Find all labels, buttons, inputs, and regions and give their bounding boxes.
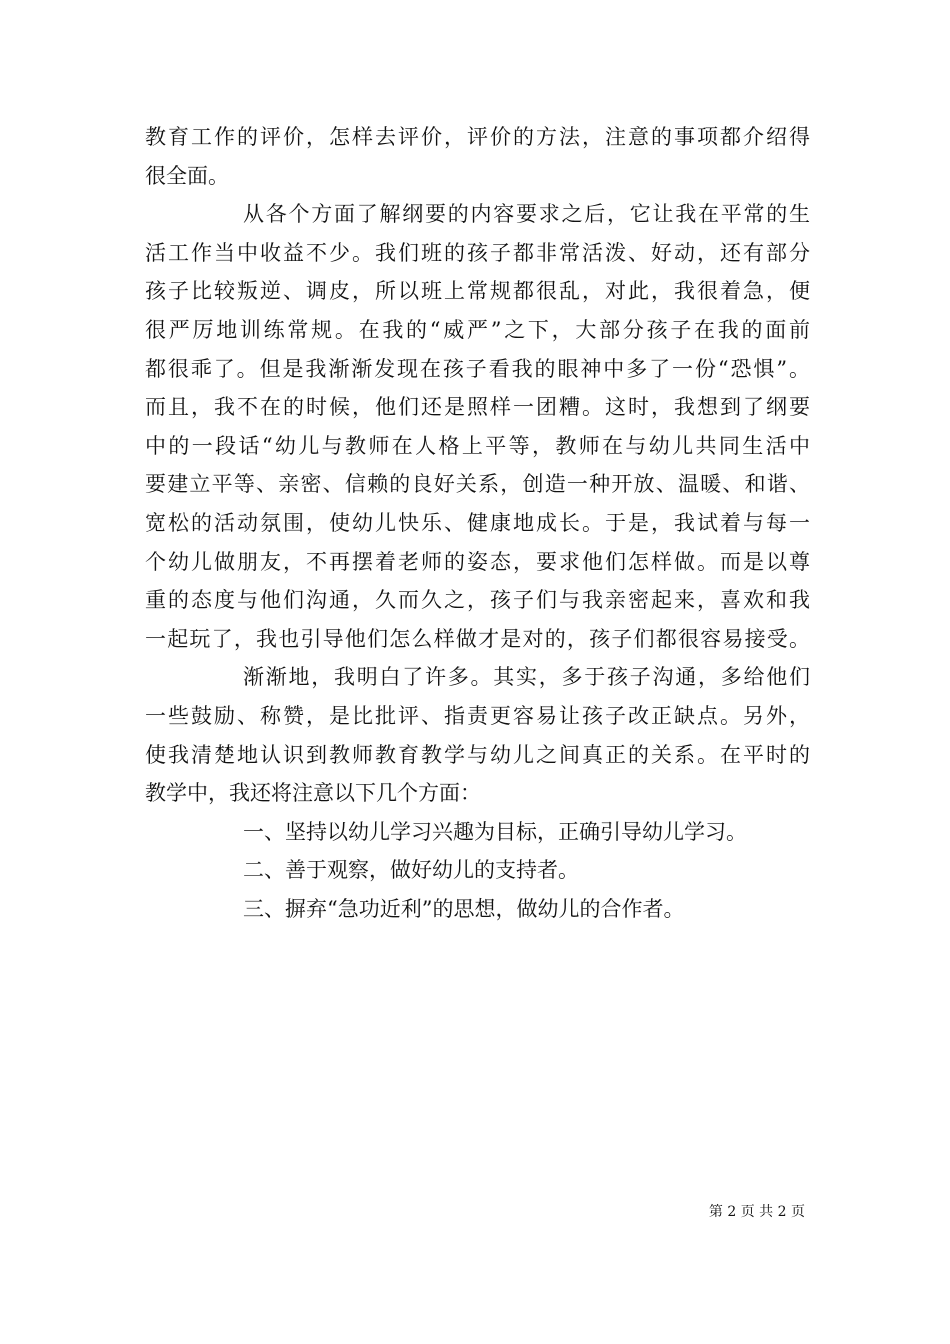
text-line: 孩子比较叛逆、调皮，所以班上常规都很乱，对此，我很着急，便: [145, 279, 810, 304]
text-line: 很严厉地训练常规。在我的“威严”之下，大部分孩子在我的面前: [145, 317, 810, 342]
list-item: 二、善于观察，做好幼儿的支持者。: [243, 858, 579, 883]
document-body: [145, 118, 810, 928]
text-line: 中的一段话“幼儿与教师在人格上平等，教师在与幼儿共同生活中: [145, 433, 810, 458]
list-item: 三、摒弃“急功近利”的思想，做幼儿的合作者。: [243, 896, 685, 921]
text-line: 个幼儿做朋友，不再摆着老师的姿态，要求他们怎样做。而是以尊: [145, 549, 810, 574]
text-line: 要建立平等、亲密、信赖的良好关系，创造一种开放、温暖、和谐、: [145, 472, 810, 497]
text-line: 活工作当中收益不少。我们班的孩子都非常活泼、好动，还有部分: [145, 240, 810, 265]
text-line: 使我清楚地认识到教师教育教学与幼儿之间真正的关系。在平时的: [145, 742, 810, 767]
text-line: 一些鼓励、称赞，是比批评、指责更容易让孩子改正缺点。另外，: [145, 703, 810, 728]
paragraph-first-line: 从各个方面了解纲要的内容要求之后，它让我在平常的生: [243, 202, 810, 227]
text-line: 很全面。: [145, 163, 229, 188]
page-number-footer: 第 2 页 共 2 页: [708, 1204, 805, 1220]
list-item: 一、坚持以幼儿学习兴趣为目标，正确引导幼儿学习。: [243, 819, 747, 844]
text-line: 教学中，我还将注意以下几个方面：: [145, 781, 481, 806]
text-line: 而且，我不在的时候，他们还是照样一团糟。这时，我想到了纲要: [145, 395, 810, 420]
text-line: 一起玩了，我也引导他们怎么样做才是对的，孩子们都很容易接受。: [145, 626, 810, 651]
text-line: 教育工作的评价，怎样去评价，评价的方法，注意的事项都介绍得: [145, 125, 810, 149]
text-line: 都很乖了。但是我渐渐发现在孩子看我的眼神中多了一份“恐惧”。: [145, 356, 810, 381]
paragraph-first-line: 渐渐地，我明白了许多。其实，多于孩子沟通，多给他们: [243, 665, 810, 690]
text-line: 宽松的活动氛围，使幼儿快乐、健康地成长。于是，我试着与每一: [145, 510, 810, 535]
text-line: 重的态度与他们沟通，久而久之，孩子们与我亲密起来，喜欢和我: [145, 588, 810, 613]
